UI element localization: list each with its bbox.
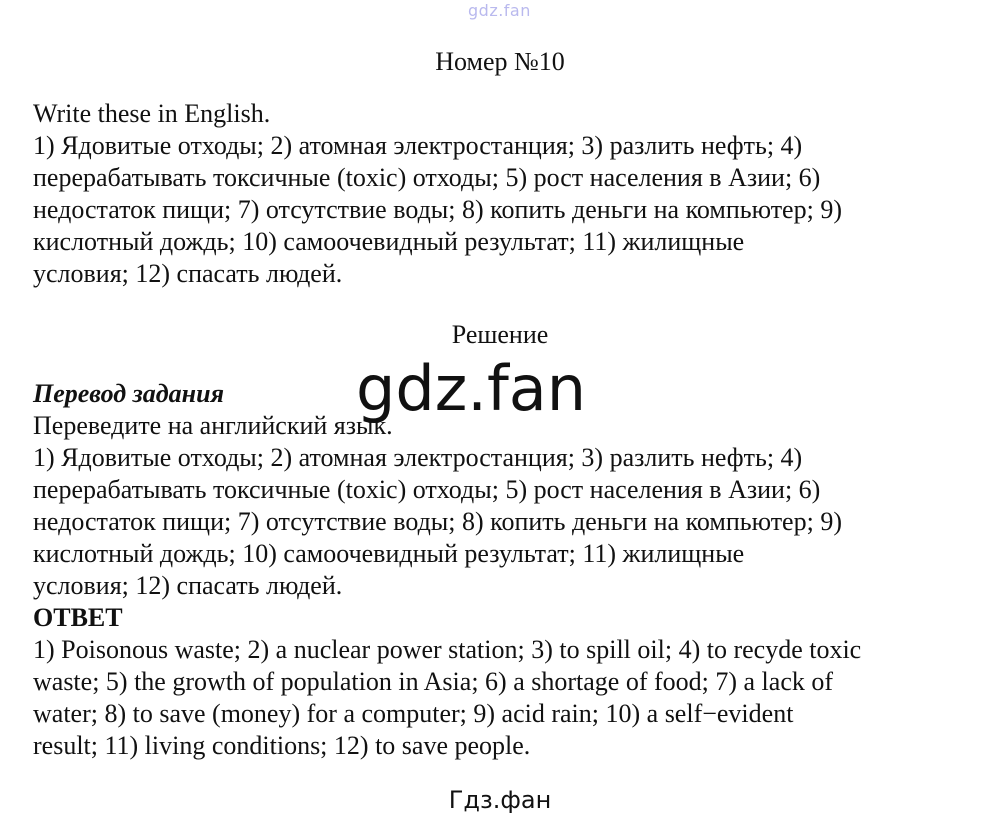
- task-line: 1) Ядовитые отходы; 2) атомная электростанция; 3) разлить нефть; 4): [33, 131, 803, 160]
- translation-line: 1) Ядовитые отходы; 2) атомная электростанция; 3) разлить нефть; 4): [33, 443, 803, 472]
- answer-line: water; 8) to save (money) for a computer; 9) acid rain; 10) a self−evident: [33, 699, 794, 728]
- task-line: условия; 12) спасать людей.: [33, 259, 343, 288]
- page-title: Номер №10: [435, 47, 565, 76]
- translation-line: условия; 12) спасать людей.: [33, 571, 343, 600]
- translation-line: Переведите на английский язык.: [33, 411, 393, 440]
- solution-heading: Решение: [451, 320, 549, 349]
- watermark-bottom: Гдз.фан: [448, 786, 552, 814]
- watermark-top: gdz.fan: [468, 1, 531, 20]
- translation-line: кислотный дождь; 10) самоочевидный результат; 11) жилищные: [33, 539, 745, 568]
- task-line: недостаток пищи; 7) отсутствие воды; 8) копить деньги на компьютер; 9): [33, 195, 842, 224]
- answer-line: result; 11) living conditions; 12) to save people.: [33, 731, 531, 760]
- translation-line: недостаток пищи; 7) отсутствие воды; 8) копить деньги на компьютер; 9): [33, 507, 842, 536]
- answer-line: 1) Poisonous waste; 2) a nuclear power station; 3) to spill oil; 4) to recyde toxic: [33, 635, 862, 664]
- answer-line: waste; 5) the growth of population in Asia; 6) a shortage of food; 7) a lack of: [33, 667, 834, 696]
- answer-heading: ОТВЕТ: [33, 603, 123, 632]
- task-line: Write these in English.: [33, 99, 271, 128]
- task-line: перерабатывать токсичные (toxic) отходы; 5) рост населения в Азии; 6): [33, 163, 821, 192]
- task-line: кислотный дождь; 10) самоочевидный результат; 11) жилищные: [33, 227, 745, 256]
- watermark-middle: gdz.fan: [356, 352, 587, 425]
- translation-heading: Перевод задания: [33, 379, 224, 408]
- translation-line: перерабатывать токсичные (toxic) отходы; 5) рост населения в Азии; 6): [33, 475, 821, 504]
